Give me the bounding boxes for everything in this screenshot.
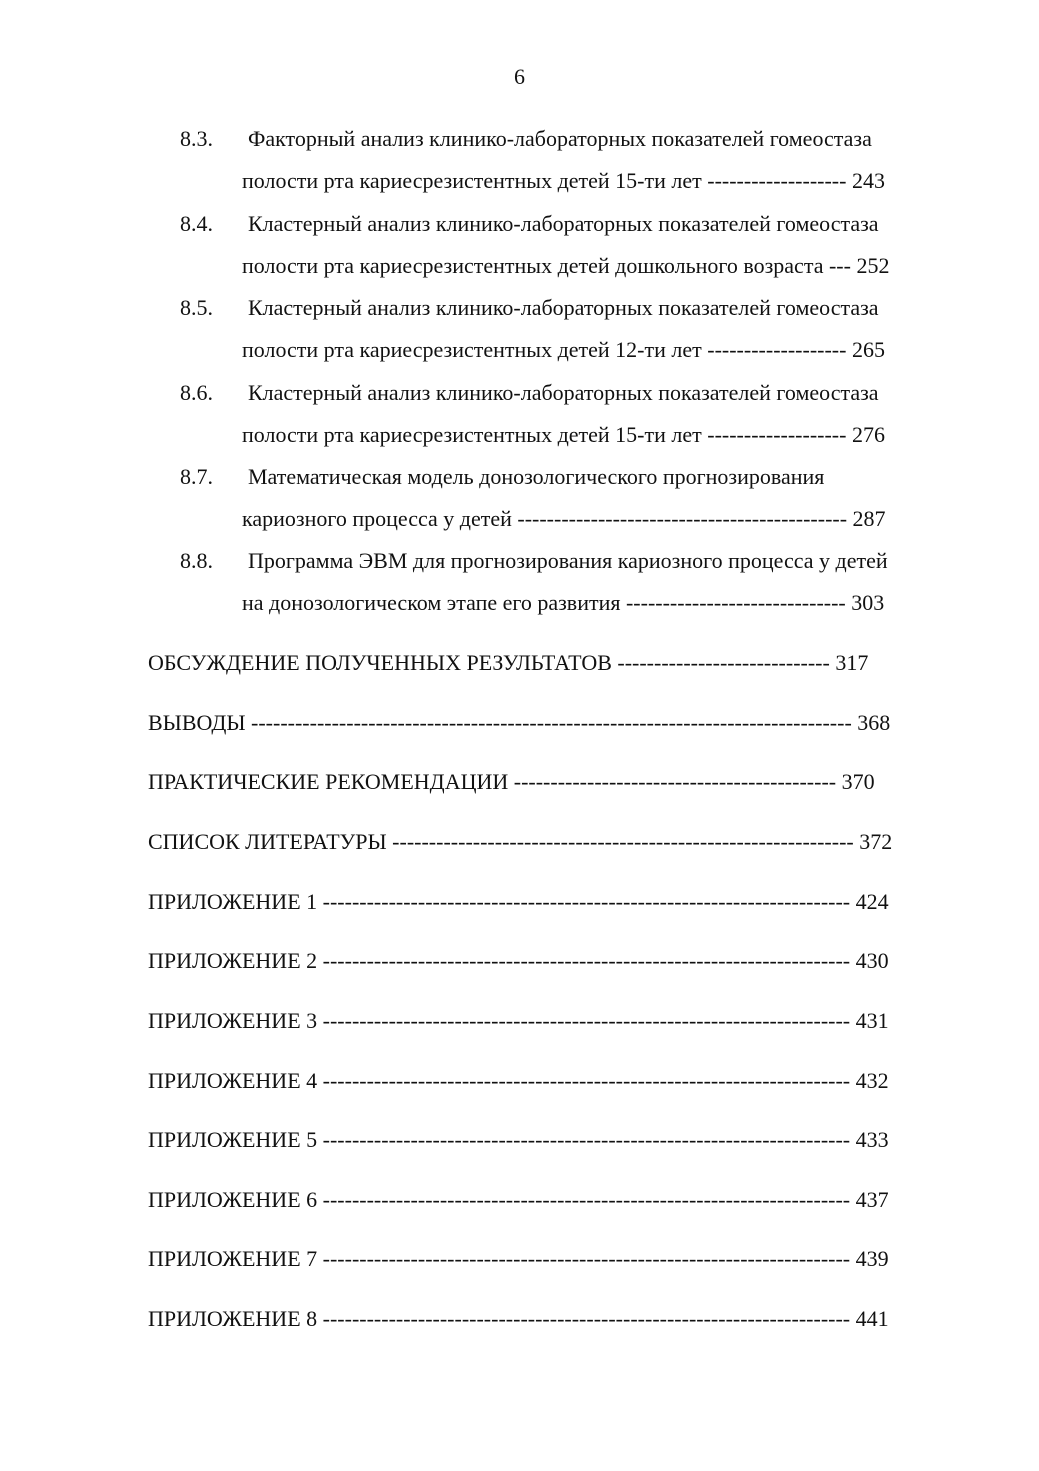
toc-entry-number: 8.8.	[180, 548, 213, 573]
toc-entry-references[interactable]: СПИСОК ЛИТЕРАТУРЫ --------------------------------------------------------------- 372	[148, 829, 893, 854]
toc-entry-title-line1: Программа ЭВМ для прогнозирования кариозного процесса у детей	[248, 548, 888, 573]
toc-entry-appendix-7[interactable]: ПРИЛОЖЕНИЕ 7 ------------------------------------------------------------------------ 439	[148, 1246, 889, 1271]
toc-entry-number: 8.7.	[180, 464, 213, 489]
toc-entry-appendix-2[interactable]: ПРИЛОЖЕНИЕ 2 ------------------------------------------------------------------------ 430	[148, 948, 889, 973]
toc-entry-title-line2: полости рта кариесрезистентных детей 12-ти лет ------------------- 265	[242, 337, 885, 362]
toc-entry-conclusions[interactable]: ВЫВОДЫ ---------------------------------------------------------------------------------- 368	[148, 710, 891, 735]
toc-entry-number: 8.6.	[180, 380, 213, 405]
toc-entry-appendix-5[interactable]: ПРИЛОЖЕНИЕ 5 ------------------------------------------------------------------------ 433	[148, 1127, 889, 1152]
toc-entry-appendix-8[interactable]: ПРИЛОЖЕНИЕ 8 ------------------------------------------------------------------------ 441	[148, 1306, 889, 1331]
toc-entry-title-line1: Математическая модель донозологического прогнозирования	[248, 464, 825, 489]
toc-entry-title-line2: на донозологическом этапе его развития ------------------------------ 303	[242, 590, 885, 615]
toc-entry-title-line1: Кластерный анализ клинико-лабораторных показателей гомеостаза	[248, 380, 879, 405]
toc-entry-recommendations[interactable]: ПРАКТИЧЕСКИЕ РЕКОМЕНДАЦИИ -------------------------------------------- 370	[148, 769, 875, 794]
toc-entry-number: 8.4.	[180, 211, 213, 236]
toc-entry-discussion[interactable]: ОБСУЖДЕНИЕ ПОЛУЧЕННЫХ РЕЗУЛЬТАТОВ ----------------------------- 317	[148, 650, 869, 675]
toc-entry-title-line1: Кластерный анализ клинико-лабораторных показателей гомеостаза	[248, 211, 879, 236]
toc-entry-number: 8.5.	[180, 295, 213, 320]
page-number: 6	[514, 64, 525, 89]
toc-entry-appendix-6[interactable]: ПРИЛОЖЕНИЕ 6 ------------------------------------------------------------------------ 437	[148, 1187, 889, 1212]
toc-entry-title-line2: полости рта кариесрезистентных детей 15-ти лет ------------------- 276	[242, 422, 885, 447]
toc-entry-title-line1: Факторный анализ клинико-лабораторных показателей гомеостаза	[248, 126, 872, 151]
toc-entry-title-line2: полости рта кариесрезистентных детей 15-ти лет ------------------- 243	[242, 168, 885, 193]
toc-entry-appendix-1[interactable]: ПРИЛОЖЕНИЕ 1 ------------------------------------------------------------------------ 424	[148, 889, 889, 914]
toc-entry-appendix-3[interactable]: ПРИЛОЖЕНИЕ 3 ------------------------------------------------------------------------ 431	[148, 1008, 889, 1033]
toc-entry-number: 8.3.	[180, 126, 213, 151]
toc-entry-title-line1: Кластерный анализ клинико-лабораторных показателей гомеостаза	[248, 295, 879, 320]
toc-entry-title-line2: полости рта кариесрезистентных детей дошкольного возраста --- 252	[242, 253, 890, 278]
toc-entry-title-line2: кариозного процесса у детей --------------------------------------------- 287	[242, 506, 886, 531]
toc-entry-appendix-4[interactable]: ПРИЛОЖЕНИЕ 4 ------------------------------------------------------------------------ 432	[148, 1068, 889, 1093]
